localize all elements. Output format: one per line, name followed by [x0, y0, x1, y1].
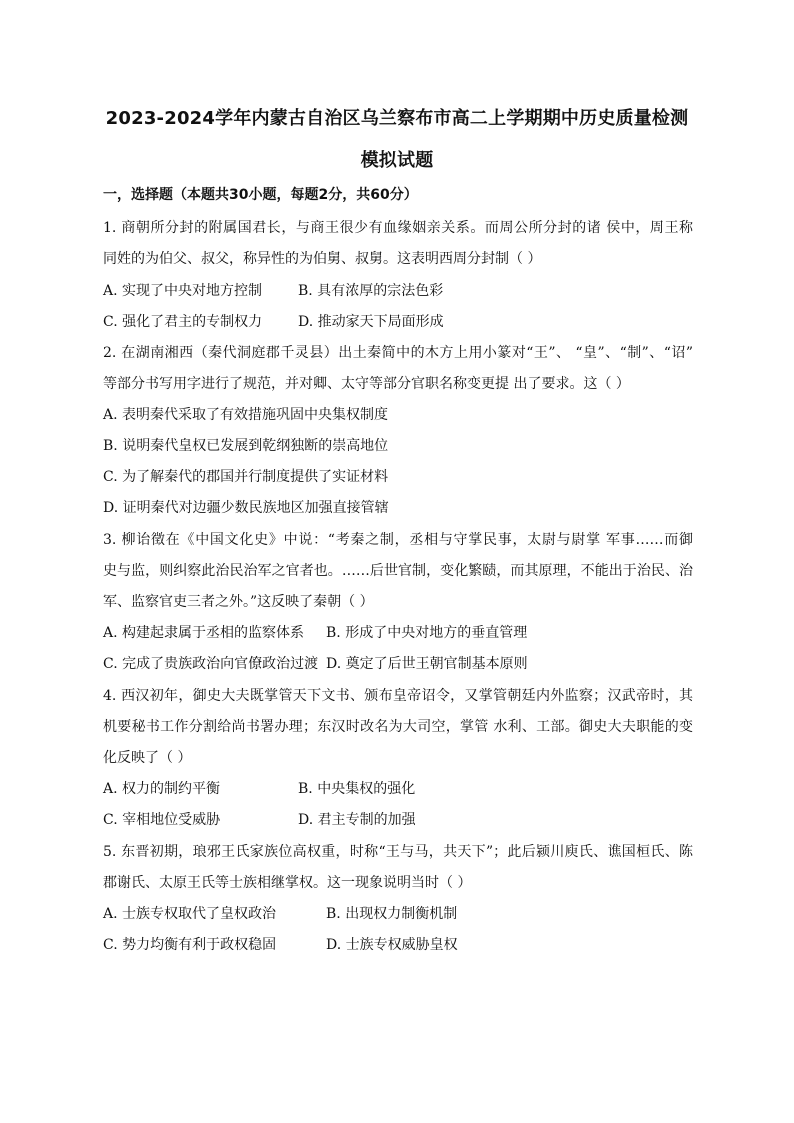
question-4-option-d: D. 君主专制的加强 [298, 812, 416, 828]
question-4-option-c: C. 宰相地位受威胁 [103, 812, 221, 828]
question-2-option-a: A. 表明秦代采取了有效措施巩固中央集权制度 [103, 407, 389, 423]
question-4-stem-line-2: 机要秘书工作分割给尚书署办理；东汉时改名为大司空，掌管 水利、工部。御史大夫职能的变 [103, 719, 693, 735]
question-5-option-d: D. 士族专权威胁皇权 [326, 937, 458, 953]
question-2-stem-line-1: 2. 在湖南湘西（秦代洞庭郡千灵县）出土秦简中的木方上用小篆对“王”、 “皇”、“制”、“诏” [103, 345, 693, 361]
question-3-option-d: D. 奠定了后世王朝官制基本原则 [326, 656, 528, 672]
section-heading: 一，选择题（本题共30小题，每题2分，共60分） [103, 187, 418, 203]
question-3-option-a: A. 构建起隶属于丞相的监察体系 [103, 625, 305, 641]
question-5-stem-line-1: 5. 东晋初期，琅邪王氏家族位高权重，时称“王与马，共天下”；此后颍川庾氏、谯国桓氏、陈 [103, 844, 693, 860]
question-1-option-c: C. 强化了君主的专制权力 [103, 314, 263, 330]
question-2-option-b: B. 说明秦代皇权已发展到乾纲独断的崇高地位 [103, 438, 389, 454]
question-4-stem-line-3: 化反映了（ ） [103, 750, 192, 766]
question-4-option-b: B. 中央集权的强化 [298, 781, 416, 797]
question-1-option-a: A. 实现了中央对地方控制 [103, 283, 263, 299]
question-2-stem-line-2: 等部分书写用字进行了规范，并对卿、太守等部分官职名称变更提 出了要求。这（ ） [103, 376, 630, 392]
question-3-option-b: B. 形成了中央对地方的垂直管理 [326, 625, 528, 641]
question-2-option-c: C. 为了解秦代的郡国并行制度提供了实证材料 [103, 469, 389, 485]
document-title-line1: 2023-2024学年内蒙古自治区乌兰察布市高二上学期期中历史质量检测 [105, 108, 689, 129]
question-1-stem-line-2: 同姓的为伯父、叔父，称异性的为伯舅、叔舅。这表明西周分封制（ ） [103, 251, 542, 267]
question-3-stem-line-1: 3. 柳诒徵在《中国文化史》中说：“考秦之制，丞相与守掌民事，太尉与尉掌 军事……而御 [103, 532, 693, 548]
question-1-option-b: B. 具有浓厚的宗法色彩 [298, 283, 444, 299]
question-2-option-d: D. 证明秦代对边疆少数民族地区加强直接管辖 [103, 500, 389, 516]
question-1-stem-line-1: 1. 商朝所分封的附属国君长，与商王很少有血缘姻亲关系。而周公所分封的诸 侯中，周王称 [103, 220, 693, 236]
question-3-option-c: C. 完成了贵族政治向官僚政治过渡 [103, 656, 319, 672]
question-5-option-b: B. 出现权力制衡机制 [326, 906, 458, 922]
question-3-stem-line-3: 军、监察官吏三者之外。”这反映了秦朝（ ） [103, 594, 374, 610]
question-3-stem-line-2: 史与监，则纠察此治民治军之官者也。……后世官制，变化繁赜，而其原理，不能出于治民、治 [103, 563, 693, 579]
question-5-option-c: C. 势力均衡有利于政权稳固 [103, 937, 277, 953]
question-4-stem-line-1: 4. 西汉初年，御史大夫既掌管天下文书、颁布皇帝诏令，又掌管朝廷内外监察；汉武帝时，其 [103, 688, 693, 704]
question-4-option-a: A. 权力的制约平衡 [103, 781, 221, 797]
question-5-option-a: A. 士族专权取代了皇权政治 [103, 906, 277, 922]
document-title-line2: 模拟试题 [360, 150, 434, 171]
question-1-option-d: D. 推动家天下局面形成 [298, 314, 444, 330]
question-5-stem-line-2: 郡谢氏、太原王氏等士族相继掌权。这一现象说明当时（ ） [103, 875, 472, 891]
